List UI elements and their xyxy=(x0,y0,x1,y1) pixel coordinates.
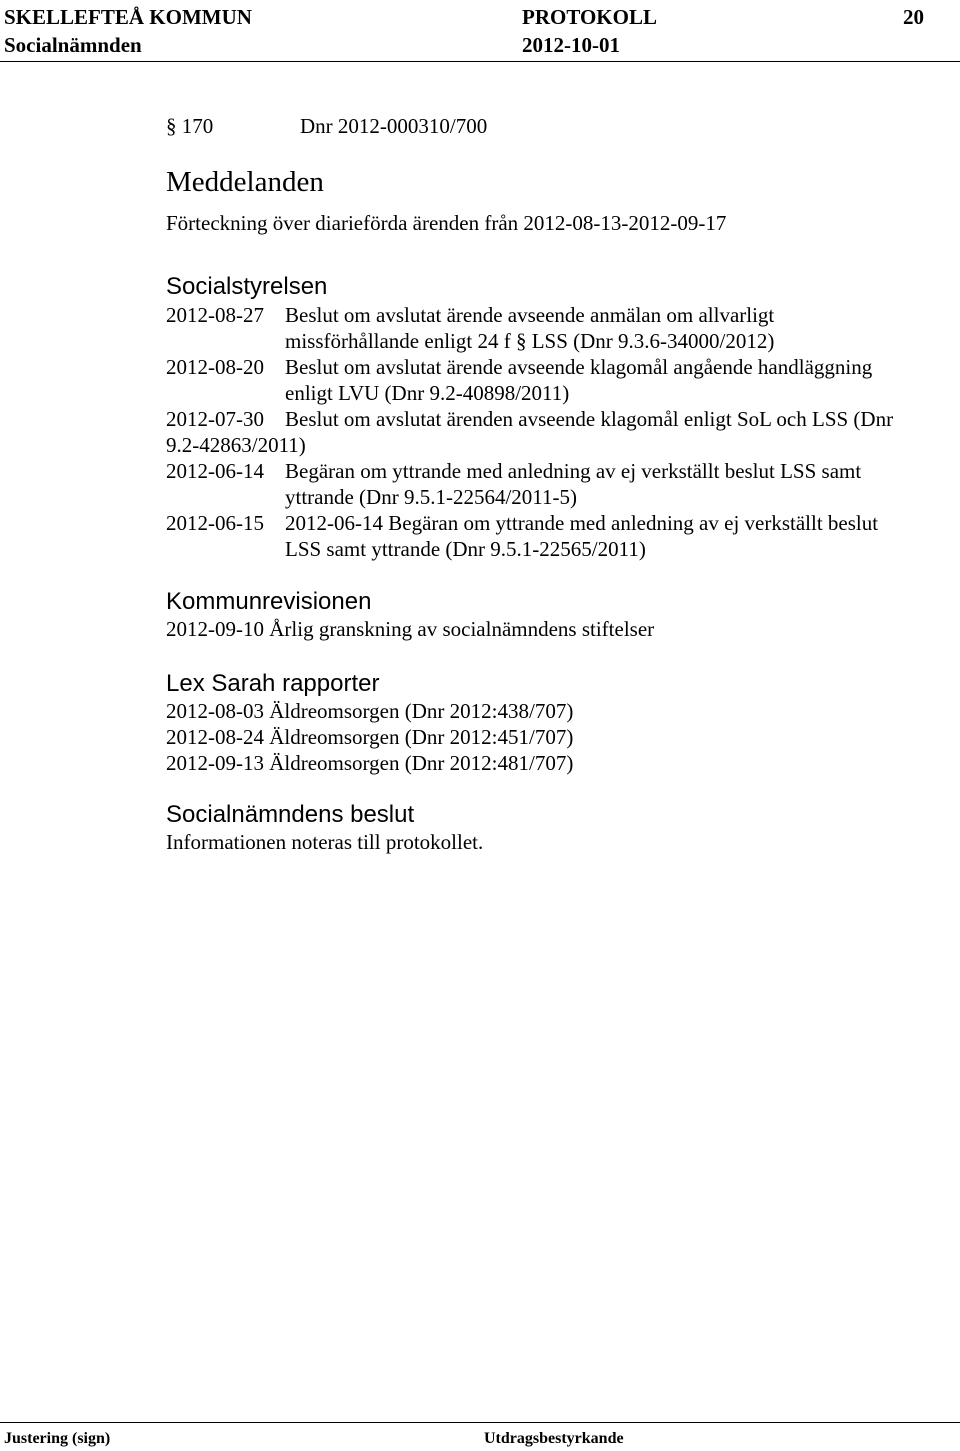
item-date: 2012-07-30 xyxy=(166,407,264,431)
item-date: 2012-06-15 xyxy=(166,511,264,535)
page-number: 20 xyxy=(903,5,924,29)
item-text-line: Beslut om avslutat ärende avseende anmälan om allvarligt xyxy=(285,303,775,327)
item-text-line: yttrande (Dnr 9.5.1-22564/2011-5) xyxy=(285,485,577,509)
paragraph-reference: § 170 xyxy=(166,114,214,138)
protocol-date: 2012-10-01 xyxy=(522,33,620,57)
footer-certification-label: Utdragsbestyrkande xyxy=(484,1430,624,1447)
lex-sarah-item: 2012-08-03 Äldreomsorgen (Dnr 2012:438/707) xyxy=(166,699,574,723)
item-text-line: LSS samt yttrande (Dnr 9.5.1-22565/2011) xyxy=(285,537,646,561)
item-text-line: missförhållande enligt 24 f § LSS (Dnr 9.3.6-34000/2012) xyxy=(285,329,775,353)
header-divider xyxy=(0,61,960,62)
kommunrevisionen-heading: Kommunrevisionen xyxy=(166,588,372,615)
lex-sarah-heading: Lex Sarah rapporter xyxy=(166,670,380,697)
lex-sarah-item: 2012-09-13 Äldreomsorgen (Dnr 2012:481/707) xyxy=(166,751,574,775)
decision-heading: Socialnämndens beslut xyxy=(166,801,415,828)
kommunrevisionen-item: 2012-09-10 Årlig granskning av socialnämndens stiftelser xyxy=(166,617,655,641)
item-text-line: Beslut om avslutat ärende avseende klagomål angående handläggning xyxy=(285,355,873,379)
footer-divider xyxy=(0,1422,960,1423)
lex-sarah-item: 2012-08-24 Äldreomsorgen (Dnr 2012:451/707) xyxy=(166,725,574,749)
item-text-line: enligt LVU (Dnr 9.2-40898/2011) xyxy=(285,381,570,405)
item-text-line: Begäran om yttrande med anledning av ej verkställt beslut LSS samt xyxy=(285,459,862,483)
document-type: PROTOKOLL xyxy=(522,5,657,29)
footer-signature-label: Justering (sign) xyxy=(4,1430,111,1447)
diary-number: Dnr 2012-000310/700 xyxy=(300,114,488,138)
item-text-line: 2012-06-14 Begäran om yttrande med anledning av ej verkställt beslut xyxy=(285,511,879,535)
committee-name: Socialnämnden xyxy=(4,33,142,57)
section-intro: Förteckning över diarieförda ärenden från 2012-08-13-2012-09-17 xyxy=(166,211,727,235)
item-date: 2012-08-27 xyxy=(166,303,264,327)
item-date: 2012-06-14 xyxy=(166,459,264,483)
section-title: Meddelanden xyxy=(166,166,324,198)
item-text-line: 9.2-42863/2011) xyxy=(166,433,306,457)
decision-text: Informationen noteras till protokollet. xyxy=(166,830,484,854)
municipality-name: SKELLEFTEÅ KOMMUN xyxy=(4,5,252,29)
item-text-line: Beslut om avslutat ärenden avseende klagomål enligt SoL och LSS (Dnr xyxy=(285,407,894,431)
socialstyrelsen-heading: Socialstyrelsen xyxy=(166,273,328,300)
item-date: 2012-08-20 xyxy=(166,355,264,379)
